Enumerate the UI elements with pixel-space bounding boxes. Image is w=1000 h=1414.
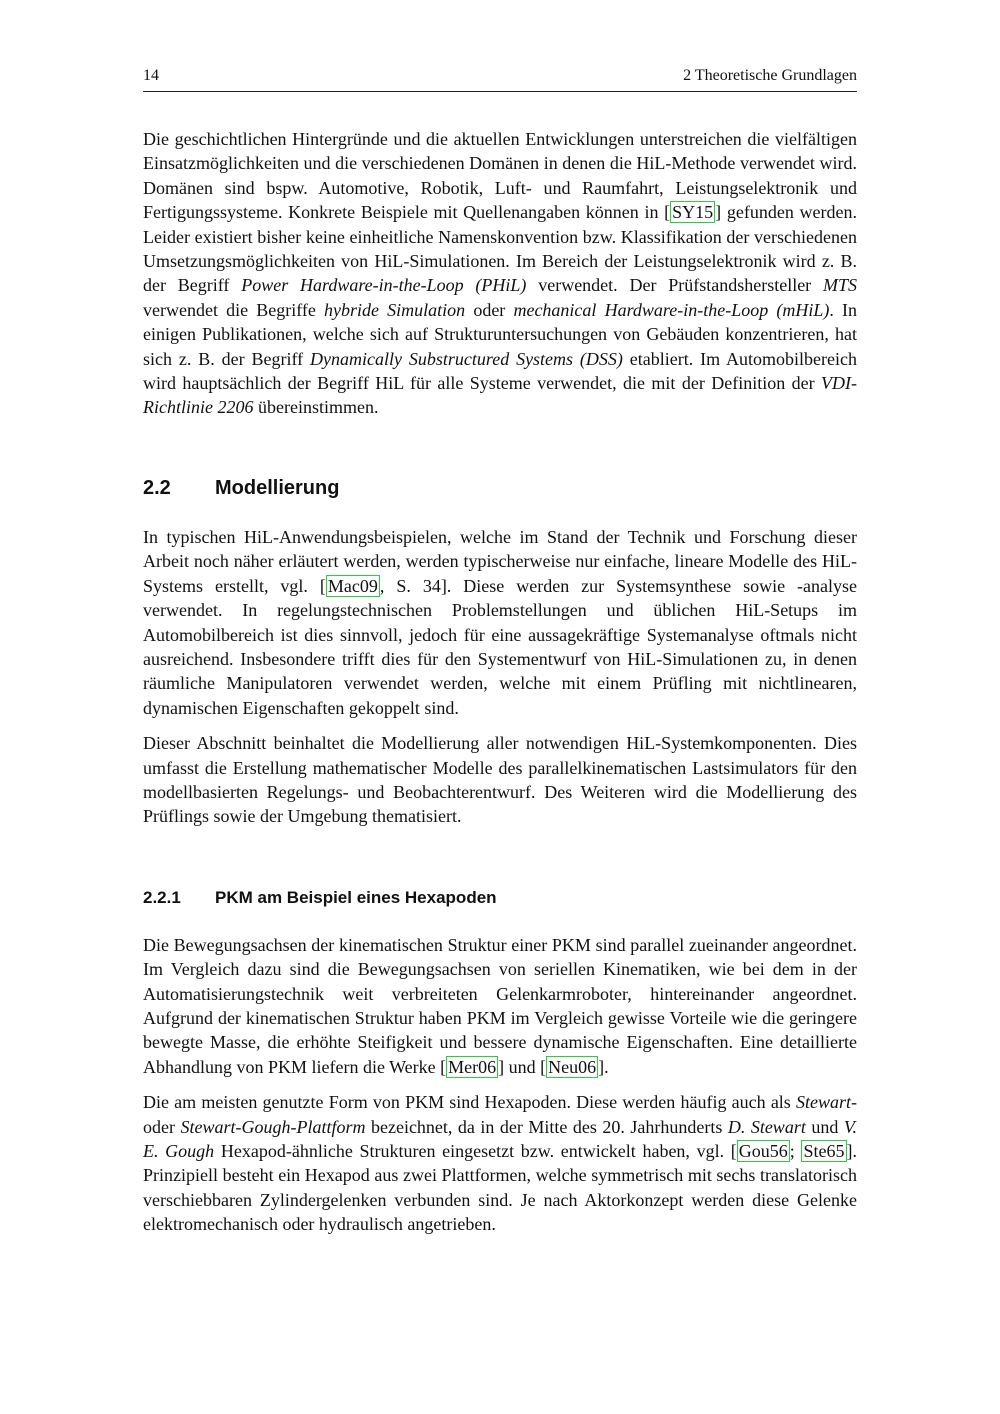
italic-term: hybride Simulation <box>324 299 466 320</box>
paragraph-models <box>143 525 857 720</box>
text: ]. <box>598 1056 609 1077</box>
text: oder <box>465 299 514 320</box>
subsection-title: PKM am Beispiel eines Hexapoden <box>215 887 497 907</box>
citation-link[interactable]: Ste65 <box>803 1141 845 1161</box>
text: Die am meisten genutzte Form von PKM sind Hexapoden. Diese werden häufig auch als <box>143 1092 796 1113</box>
italic-term: Stewart-Gough-Plattform <box>180 1116 366 1137</box>
section-title: Modellierung <box>215 476 340 499</box>
text: Hexapod-ähnliche Strukturen eingesetzt bzw. entwickelt haben, vgl. [ <box>214 1141 737 1161</box>
paragraph-section-scope: Dieser Abschnitt beinhaltet die Modellierung aller notwendigen HiL-Systemkomponenten. Dies umfasst die Erstellung mathematischer Modelle des parallelkinematischen Lastsimulators für den modellbasierten Regelungs- und Beobachterentwurf. Des Weiteren wird die Modellierung des Prüflings sowie der Umgebung thematisiert. <box>143 733 857 827</box>
italic-term: MTS <box>822 275 857 296</box>
text: , S. 34]. Diese werden zur Systemsynthese sowie -analyse verwendet. In regelungstechnischen Problemstellungen und üblichen HiL-Setups im Automobilbereich ist dies sinnvoll, jedoch für eine aussagekräftige Systemanalyse oftmals nicht ausreichend. Insbesondere trifft dies für den Systementwurf von HiL-Simulationen zu, in denen räumliche Manipulatoren verwendet werden, welche mit einem Prüfling mit nichtlinearen, dynamischen Eigenschaften gekoppelt sind. <box>143 575 857 718</box>
text: ] gefunden werden. Leider existiert bisher keine einheitliche Namenskonvention bzw. Klassifikation der verschiedenen Umsetzungsmöglichkeiten von HiL-Simulationen. Im Bereich der Leistungselektronik wird z. B. der Begriff <box>143 202 857 296</box>
text: ]. Prinzipiell besteht ein Hexapod aus zwei Plattformen, welche symmetrisch mit sechs translatorisch verschiebbaren Zylindergelenken verbunden sind. Je nach Aktorkonzept werden diese Gelenke elektromechanisch oder hydraulisch angetrieben. <box>143 1141 857 1235</box>
italic-term: Power Hardware-in-the-Loop (PHiL) <box>241 275 527 296</box>
subsection-heading-2-2-1 <box>143 888 857 908</box>
text: Die geschichtlichen Hintergründe und die aktuellen Entwicklungen unterstreichen die vielfältigen Einsatzmöglichkeiten und die verschiedenen Domänen in denen die HiL-Methode verwendet wird. Domänen sind bspw. Automotive, Robotik, Luft- und Raumfahrt, Leistungselektronik und Fertigungssysteme. Konkrete Beispiele mit Quellenangaben können in [ <box>143 129 857 223</box>
paragraph-history <box>143 127 857 420</box>
italic-term: VDI-Richtlinie 2206 <box>143 373 857 418</box>
text: bezeichnet, da in der Mitte des 20. Jahrhunderts <box>365 1116 728 1137</box>
text: ] und [ <box>498 1056 547 1077</box>
text: ; <box>789 1141 802 1161</box>
page-header <box>143 67 857 92</box>
section-heading-2-2 <box>143 477 857 500</box>
section-number: 2.2 <box>143 476 171 499</box>
text: und <box>805 1116 844 1137</box>
citation-link[interactable]: Mer06 <box>448 1056 497 1077</box>
subsection-number: 2.2.1 <box>143 887 181 907</box>
page-body <box>143 127 857 1237</box>
text: In typischen HiL-Anwendungsbeispielen, welche im Stand der Technik und Forschung dieser Arbeit noch näher erläutert werden, werden typischerweise nur einfache, lineare Modelle des HiL-Systems erstellt, vgl. [ <box>143 526 857 596</box>
citation-link[interactable]: Mac09 <box>327 575 378 596</box>
italic-term: mechanical Hardware-in-the-Loop (mHiL) <box>513 299 830 320</box>
text: übereinstimmen. <box>253 397 379 418</box>
text: Die Bewegungsachsen der kinematischen Struktur einer PKM sind parallel zueinander angeordnet. Im Vergleich dazu sind die Bewegungsachsen von seriellen Kinematiken, wie bei dem in der Automatisierungstechnik weit verbreiteten Gelenkarmroboter, hintereinander angeordnet. Aufgrund der kinematischen Struktur haben PKM im Vergleich gewisse Vorteile wie die geringere bewegte Masse, die erhöhte Steifigkeit und bessere dynamische Eigenschaften. Eine detaillierte Abhandlung von PKM liefern die Werke [ <box>143 934 857 1077</box>
text: verwendet. Der Prüfstandshersteller <box>526 275 823 296</box>
italic-term: Dynamically Substructured Systems (DSS) <box>310 348 623 369</box>
italic-term: D. Stewart <box>727 1116 806 1137</box>
citation-link[interactable]: SY15 <box>672 202 714 223</box>
citation-link[interactable]: Gou56 <box>738 1141 788 1161</box>
italic-term: Stewart- <box>796 1092 857 1113</box>
italic-term: V. E. Gough <box>143 1116 858 1161</box>
text: etabliert. Im Automobilbereich wird hauptsächlich der Begriff HiL für alle Systeme verwendet, die mit der Definition der <box>143 348 857 394</box>
text: verwendet die Begriffe <box>143 299 325 320</box>
citation-link[interactable]: Neu06 <box>548 1056 597 1077</box>
running-title: 2 Theoretische Grundlagen <box>683 67 857 84</box>
paragraph-pkm <box>143 933 857 1079</box>
text: . In einigen Publikationen, welche sich auf Strukturuntersuchungen von Gebäuden konzentrieren, hat sich z. B. der Begriff <box>143 299 857 369</box>
page-number: 14 <box>143 67 159 84</box>
text: oder <box>143 1116 181 1137</box>
paragraph-hexapod <box>143 1090 857 1236</box>
